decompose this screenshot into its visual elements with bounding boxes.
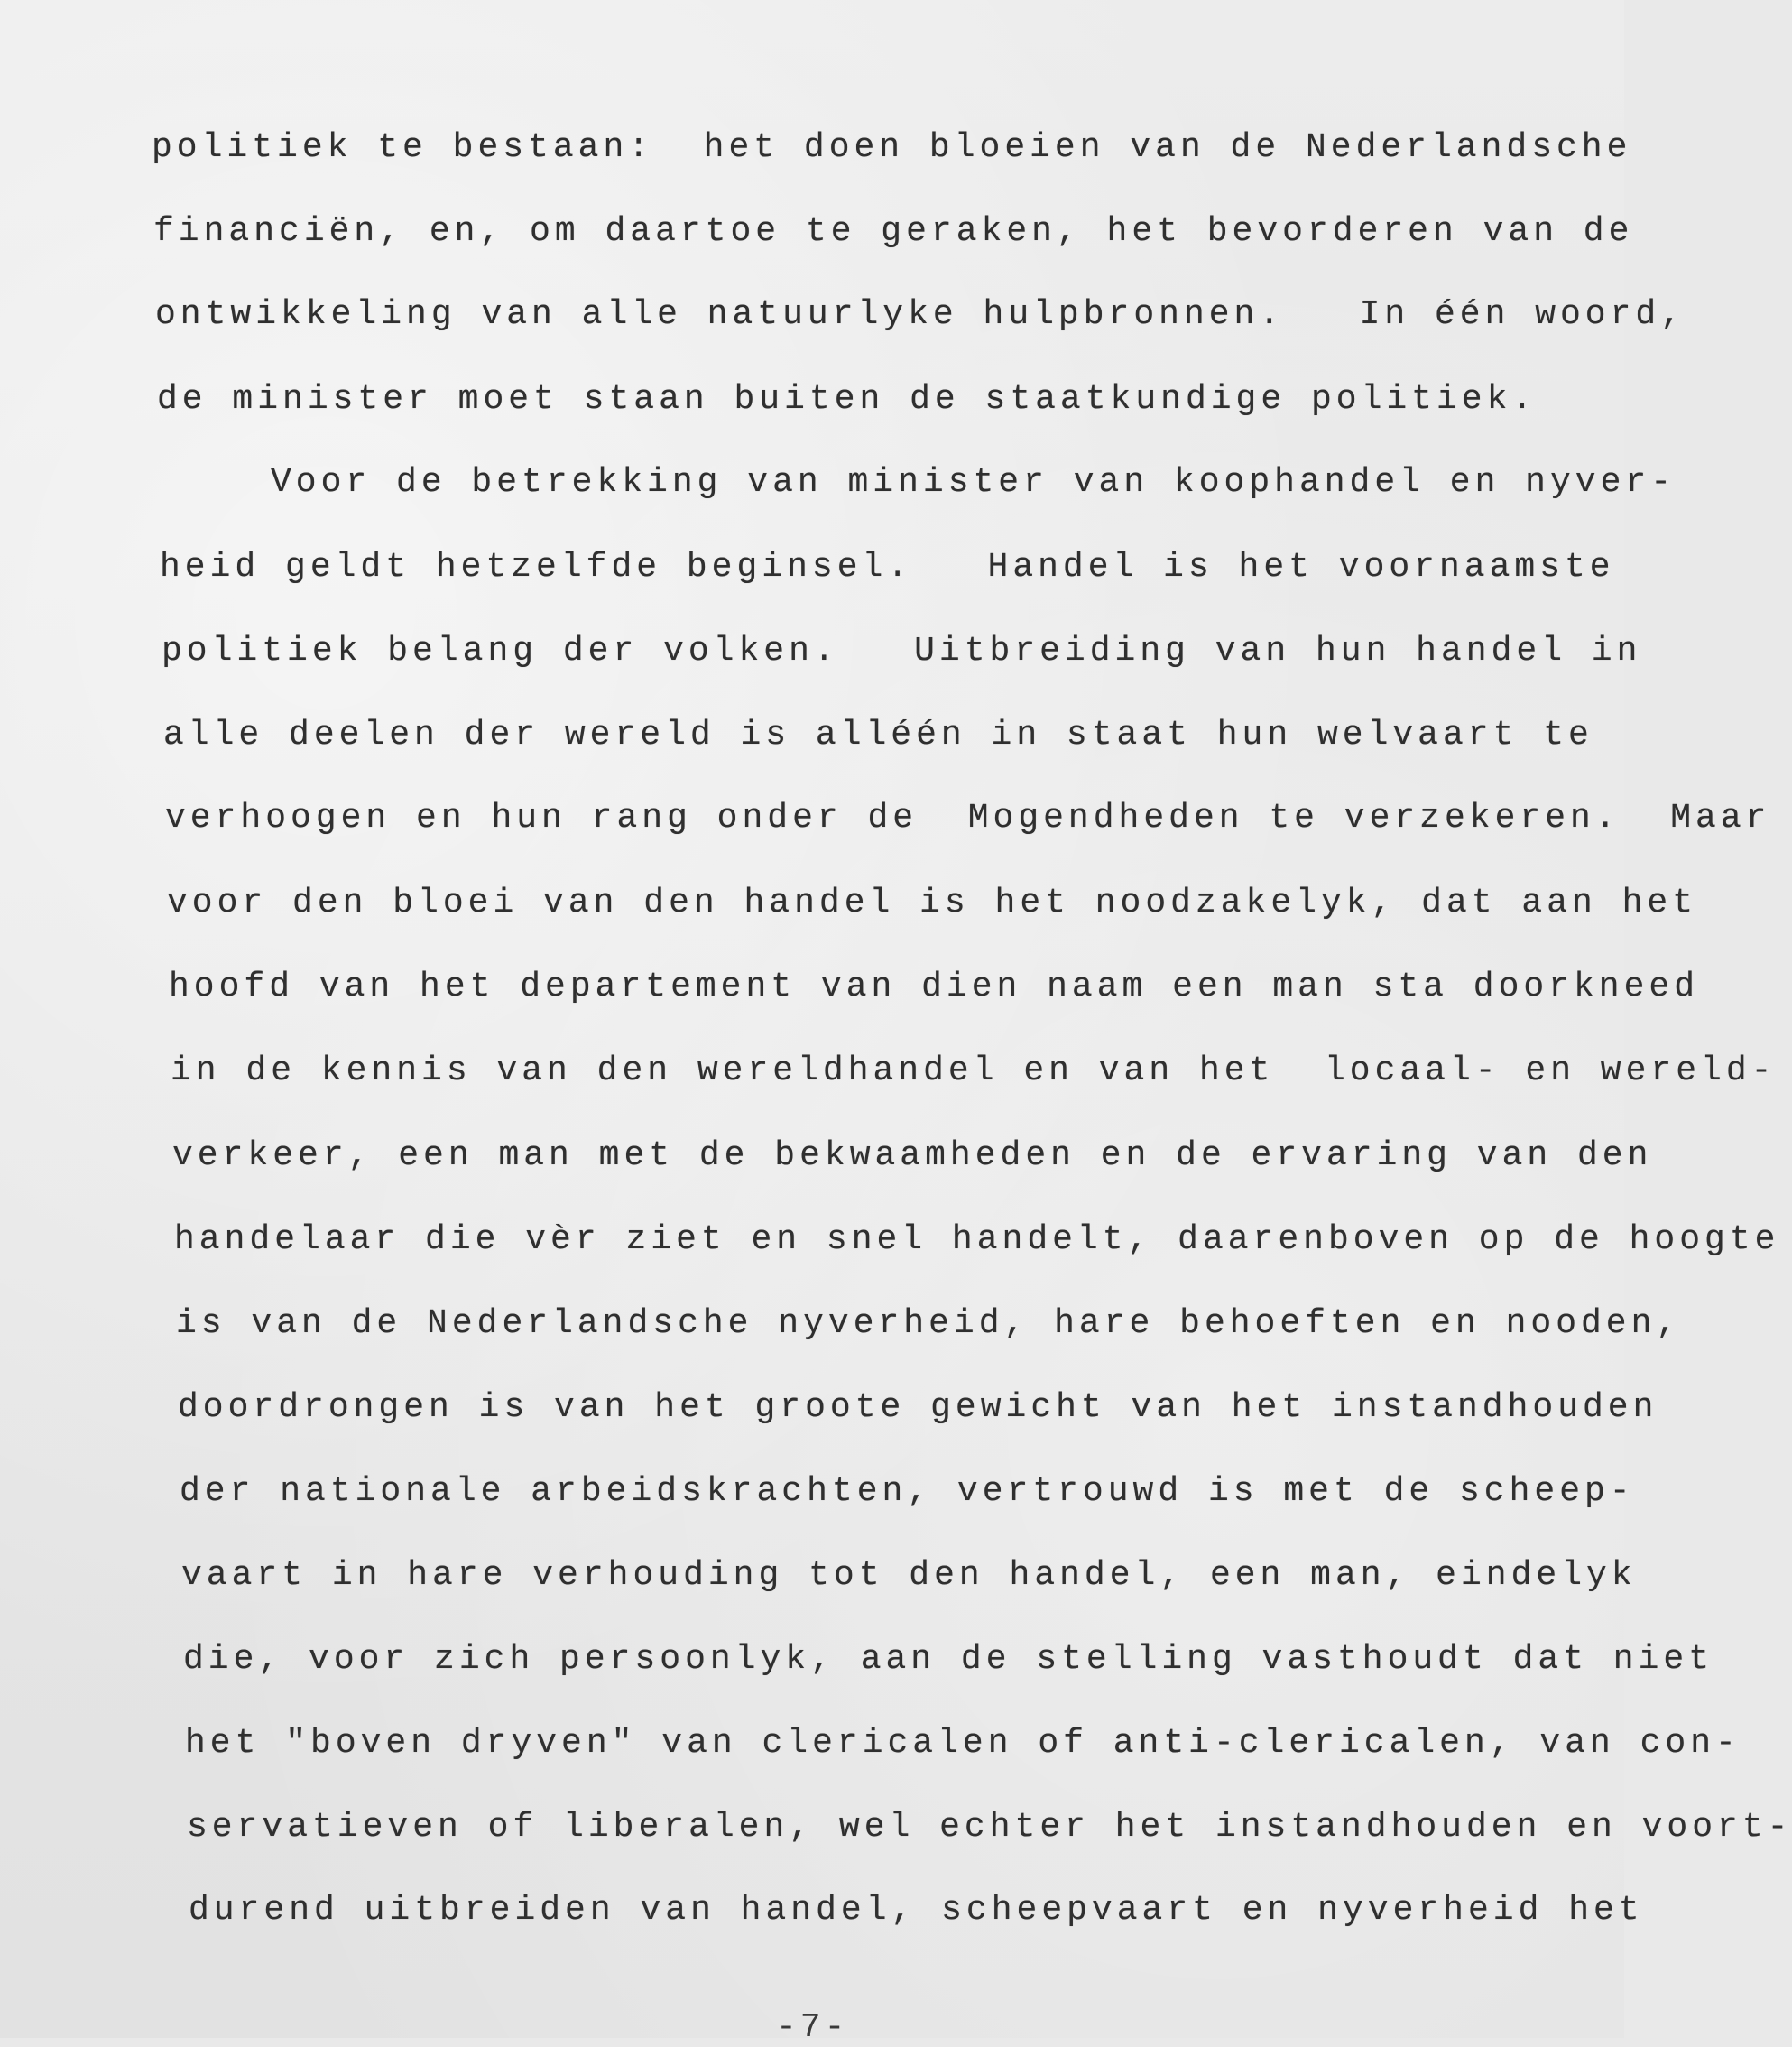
text-line-17: der nationale arbeidskrachten, vertrouwd is met de scheep-	[180, 1472, 1635, 1511]
text-line-22: durend uitbreiden van handel, scheepvaart en nyverheid het	[189, 1891, 1644, 1930]
text-line-4: de minister moet staan buiten de staatkundige politiek.	[157, 380, 1538, 419]
text-line-7: politiek belang der volken. Uitbreiding van hun handel in	[162, 632, 1642, 671]
text-line-18: vaart in hare verhouding tot den handel, een man, eindelyk	[181, 1556, 1637, 1595]
text-line-10: voor den bloei van den handel is het noodzakelyk, dat aan het	[167, 884, 1698, 922]
text-line-12: in de kennis van den wereldhandel en van het locaal- en wereld-	[171, 1051, 1777, 1090]
text-line-8: alle deelen der wereld is alléén in staat hun welvaart te	[163, 716, 1593, 755]
text-line-13: verkeer, een man met de bekwaamheden en de ervaring van den	[172, 1136, 1653, 1175]
text-line-21: servatieven of liberalen, wel echter het instandhouden en voort-	[187, 1808, 1792, 1847]
page-number: -7-	[776, 2008, 849, 2047]
text-line-15: is van de Nederlandsche nyverheid, hare behoeften en nooden,	[176, 1304, 1682, 1343]
text-line-11: hoofd van het departement van dien naam een man sta doorkneed	[169, 968, 1700, 1006]
text-line-5: Voor de betrekking van minister van koophandel en nyver-	[271, 463, 1677, 502]
text-line-3: ontwikkeling van alle natuurlyke hulpbronnen. In één woord,	[155, 295, 1686, 334]
text-line-14: handelaar die vèr ziet en snel handelt, daarenboven op de hoogte	[174, 1220, 1780, 1259]
text-line-20: het "boven dryven" van clericalen of anti-clericalen, van con-	[185, 1724, 1741, 1763]
text-line-2: financiën, en, om daartoe te geraken, het bevorderen van de	[153, 212, 1634, 251]
text-line-9: verhoogen en hun rang onder de Mogendheden te verzekeren. Maar	[165, 799, 1771, 838]
text-line-19: die, voor zich persoonlyk, aan de stelling vasthoudt dat niet	[183, 1640, 1714, 1679]
text-line-1: politiek te bestaan: het doen bloeien van de Nederlandsche	[152, 128, 1632, 167]
text-line-6: heid geldt hetzelfde beginsel. Handel is het voornaamste	[160, 548, 1615, 587]
text-line-16: doordrongen is van het groote gewicht van het instandhouden	[178, 1388, 1658, 1427]
